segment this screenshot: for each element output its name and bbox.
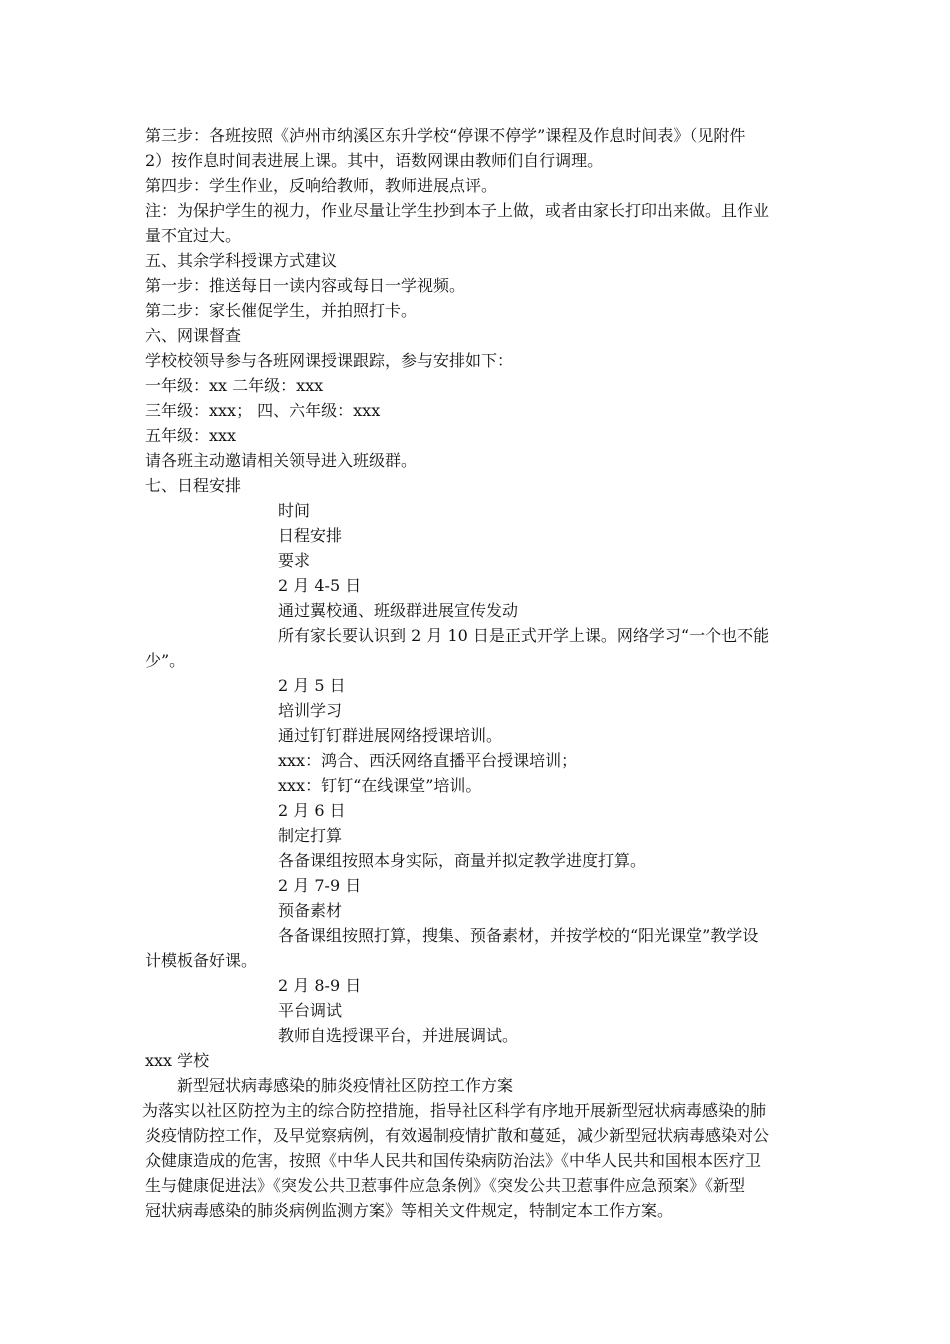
intro-paragraph-line-1: 为落实以社区防控为主的综合防控措施，指导社区科学有序地开展新型冠状病毒感染的肺 [142, 1101, 767, 1120]
schedule-plan: 平台调试 [278, 1001, 343, 1020]
schedule-requirement: 各备课组按照本身实际，商量并拟定教学进度打算。 [278, 851, 647, 870]
schedule-header-plan: 日程安排 [278, 526, 343, 545]
intro-paragraph-line-3: 众健康造成的危害，按照《中华人民共和国传染病防治法》《中华人民共和国根本医疗卫 [145, 1151, 762, 1170]
schedule-date: 2 月 7-9 日 [278, 876, 362, 895]
section-5-step2: 第二步：家长催促学生，并拍照打卡。 [145, 301, 418, 320]
section-7-heading: 七、日程安排 [145, 476, 242, 495]
section-6-intro: 学校校领导参与各班网课授课跟踪，参与安排如下： [145, 351, 514, 370]
schedule-date: 2 月 4-5 日 [278, 576, 362, 595]
schedule-requirement: 教师自选授课平台，并进展调试。 [278, 1026, 519, 1045]
schedule-requirement: 所有家长要认识到 2 月 10 日是正式开学上课。网络学习“一个也不能 [278, 626, 770, 645]
note-line-1: 注：为保护学生的视力，作业尽量让学生抄到本子上做，或者由家长打印出来做。且作业 [145, 201, 770, 220]
schedule-requirement-cont: 少”。 [145, 651, 186, 670]
schedule-header-requirement: 要求 [278, 551, 311, 570]
grade-1-2-line: 一年级：xx 二年级：xxx [145, 376, 324, 395]
schedule-requirement: 通过钉钉群进展网络授课培训。 [278, 726, 503, 745]
intro-paragraph-line-5: 冠状病毒感染的肺炎病例监测方案》等相关文件规定，特制定本工作方案。 [145, 1201, 674, 1220]
intro-paragraph-line-2: 炎疫情防控工作，及早觉察病例，有效遏制疫情扩散和蔓延，减少新型冠状病毒感染对公 [145, 1126, 770, 1145]
document-title: 新型冠状病毒感染的肺炎疫情社区防控工作方案 [177, 1076, 514, 1095]
schedule-requirement-cont: 计模板备好课。 [145, 951, 258, 970]
step3-line-2: 2）按作息时间表进展上课。其中，语数网课由教师们自行调理。 [145, 151, 604, 170]
grade-5-line: 五年级：xxx [145, 426, 237, 445]
section-6-heading: 六、网课督查 [145, 326, 242, 345]
grade-3-4-6-line: 三年级：xxx； 四、六年级：xxx [145, 401, 381, 420]
step4-line: 第四步：学生作业，反响给教师，教师进展点评。 [145, 176, 498, 195]
step3-line-1: 第三步：各班按照《泸州市纳溪区东升学校“停课不停学”课程及作息时间表》（见附件 [145, 126, 746, 145]
schedule-plan: 通过翼校通、班级群进展宣传发动 [278, 601, 519, 620]
schedule-plan: 预备素材 [278, 901, 343, 920]
schedule-requirement: xxx：钉钉“在线课堂”培训。 [278, 776, 482, 795]
schedule-plan: 制定打算 [278, 826, 343, 845]
schedule-requirement: xxx：鸿合、西沃网络直播平台授课培训； [278, 751, 578, 770]
section-5-step1: 第一步：推送每日一读内容或每日一学视频。 [145, 276, 466, 295]
schedule-requirement: 各备课组按照打算，搜集、预备素材，并按学校的“阳光课堂”教学设 [278, 926, 759, 945]
intro-paragraph-line-4: 生与健康促进法》《突发公共卫惹事件应急条例》《突发公共卫惹事件应急预案》《新型 [145, 1176, 746, 1195]
section-5-heading: 五、其余学科授课方式建议 [145, 251, 338, 270]
schedule-date: 2 月 8-9 日 [278, 976, 362, 995]
schedule-plan: 培训学习 [278, 701, 343, 720]
section-6-closing: 请各班主动邀请相关领导进入班级群。 [145, 451, 418, 470]
note-line-2: 量不宜过大。 [145, 226, 242, 245]
schedule-date: 2 月 5 日 [278, 676, 346, 695]
schedule-header-time: 时间 [278, 501, 311, 520]
school-signature: xxx 学校 [145, 1051, 210, 1070]
schedule-date: 2 月 6 日 [278, 801, 346, 820]
